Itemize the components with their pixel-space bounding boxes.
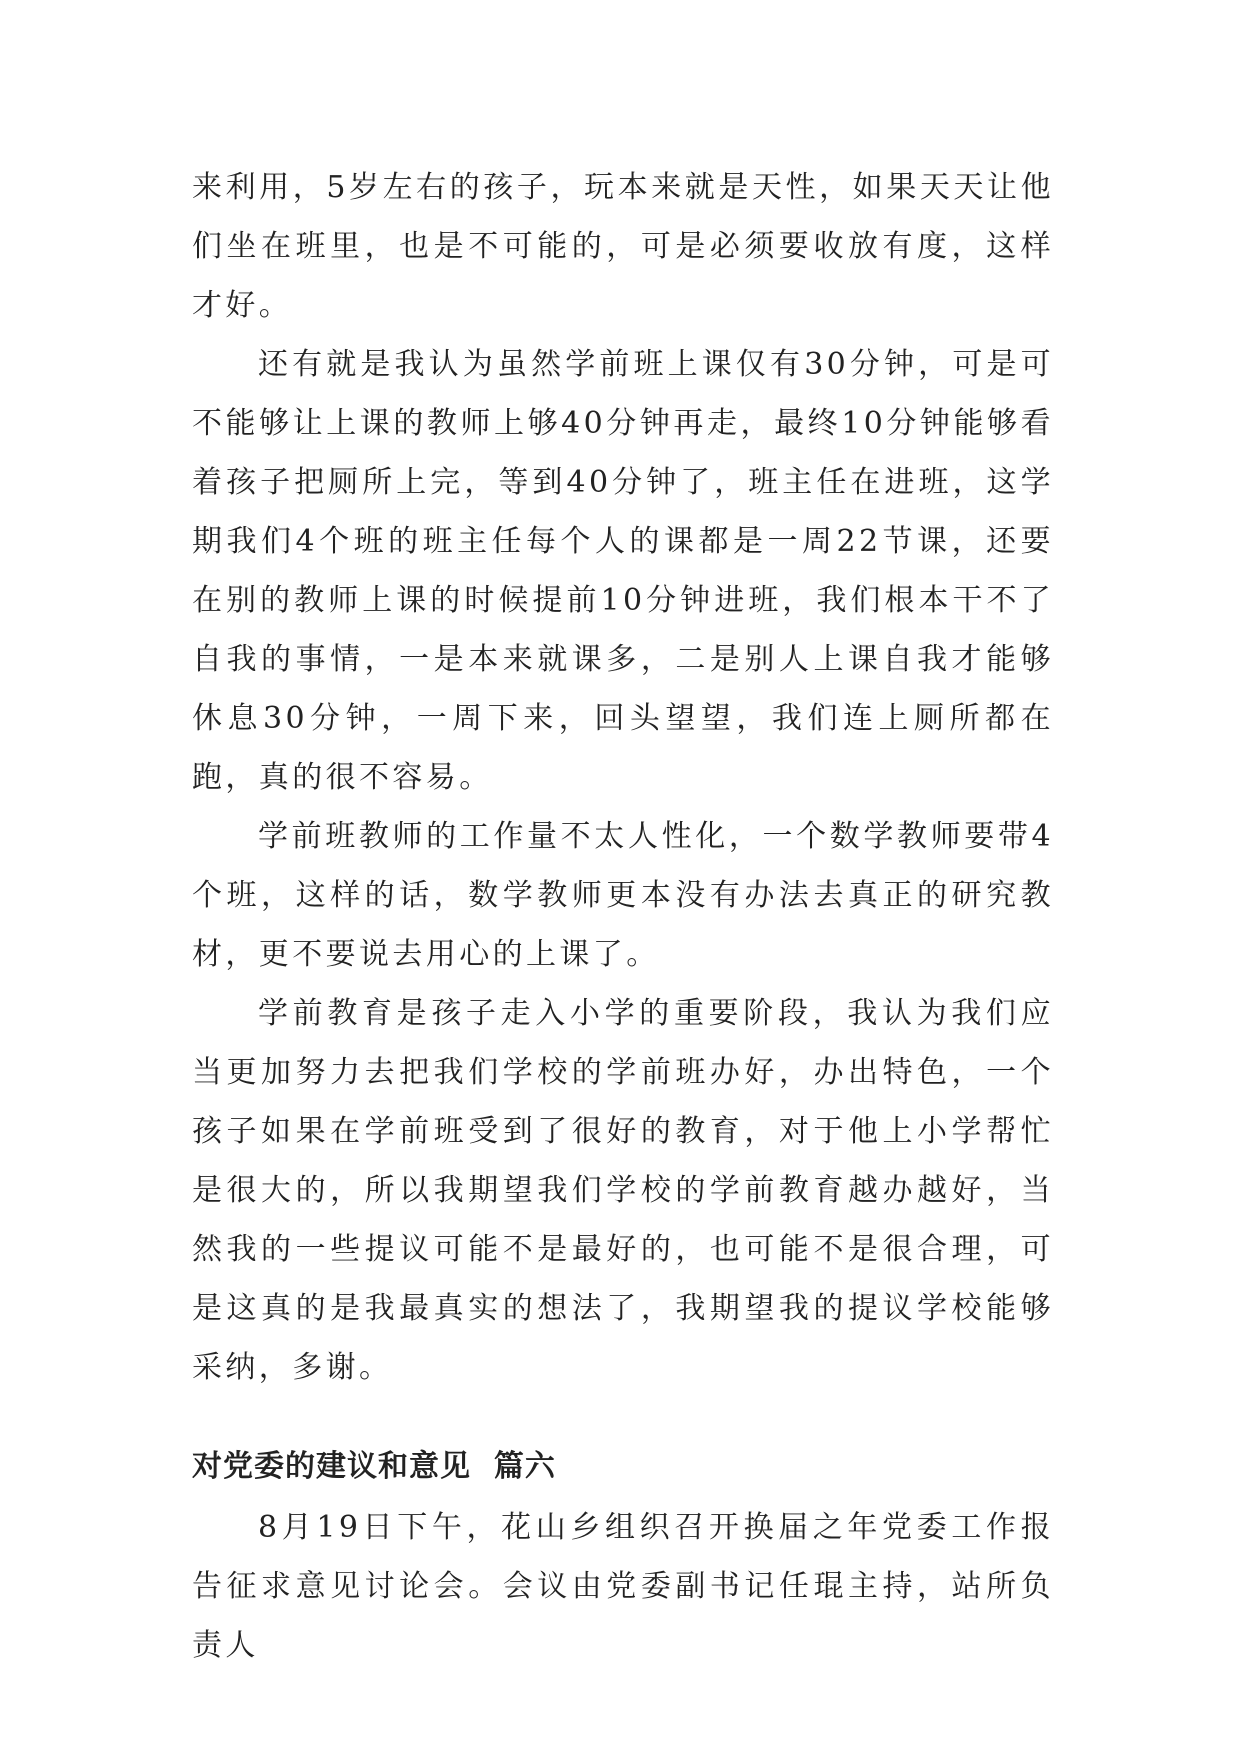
paragraph-3: 学前班教师的工作量不太人性化，一个数学教师要带4个班，这样的话，数学教师更本没有办法去真正的研究教材，更不要说去用心的上课了。 <box>192 819 1054 972</box>
section-paragraph-1: 8月19日下午，花山乡组织召开换届之年党委工作报告征求意见讨论会。会议由党委副书记任琨主持，站所负责人 <box>192 1510 1054 1663</box>
document-body <box>192 158 1054 1675</box>
paragraph-1: 来利用，5岁左右的孩子，玩本来就是天性，如果天天让他们坐在班里，也是不可能的，可是必须要收放有度，这样才好。 <box>192 170 1054 323</box>
paragraph-4: 学前教育是孩子走入小学的重要阶段，我认为我们应当更加努力去把我们学校的学前班办好，办出特色，一个孩子如果在学前班受到了很好的教育，对于他上小学帮忙是很大的，所以我期望我们学校的学前教育越办越好，当然我的一些提议可能不是最好的，也可能不是很合理，可是这真的是我最真实的想法了，我期望我的提议学校能够采纳，多谢。 <box>192 996 1054 1385</box>
section-heading: 对党委的建议和意见 篇六 <box>192 1449 556 1484</box>
paragraph-2: 还有就是我认为虽然学前班上课仅有30分钟，可是可不能够让上课的教师上够40分钟再走，最终10分钟能够看着孩子把厕所上完，等到40分钟了，班主任在进班，这学期我们4个班的班主任每个人的课都是一周22节课，还要在别的教师上课的时候提前10分钟进班，我们根本干不了自我的事情，一是本来就课多，二是别人上课自我才能够休息30分钟，一周下来，回头望望，我们连上厕所都在跑，真的很不容易。 <box>192 347 1054 795</box>
